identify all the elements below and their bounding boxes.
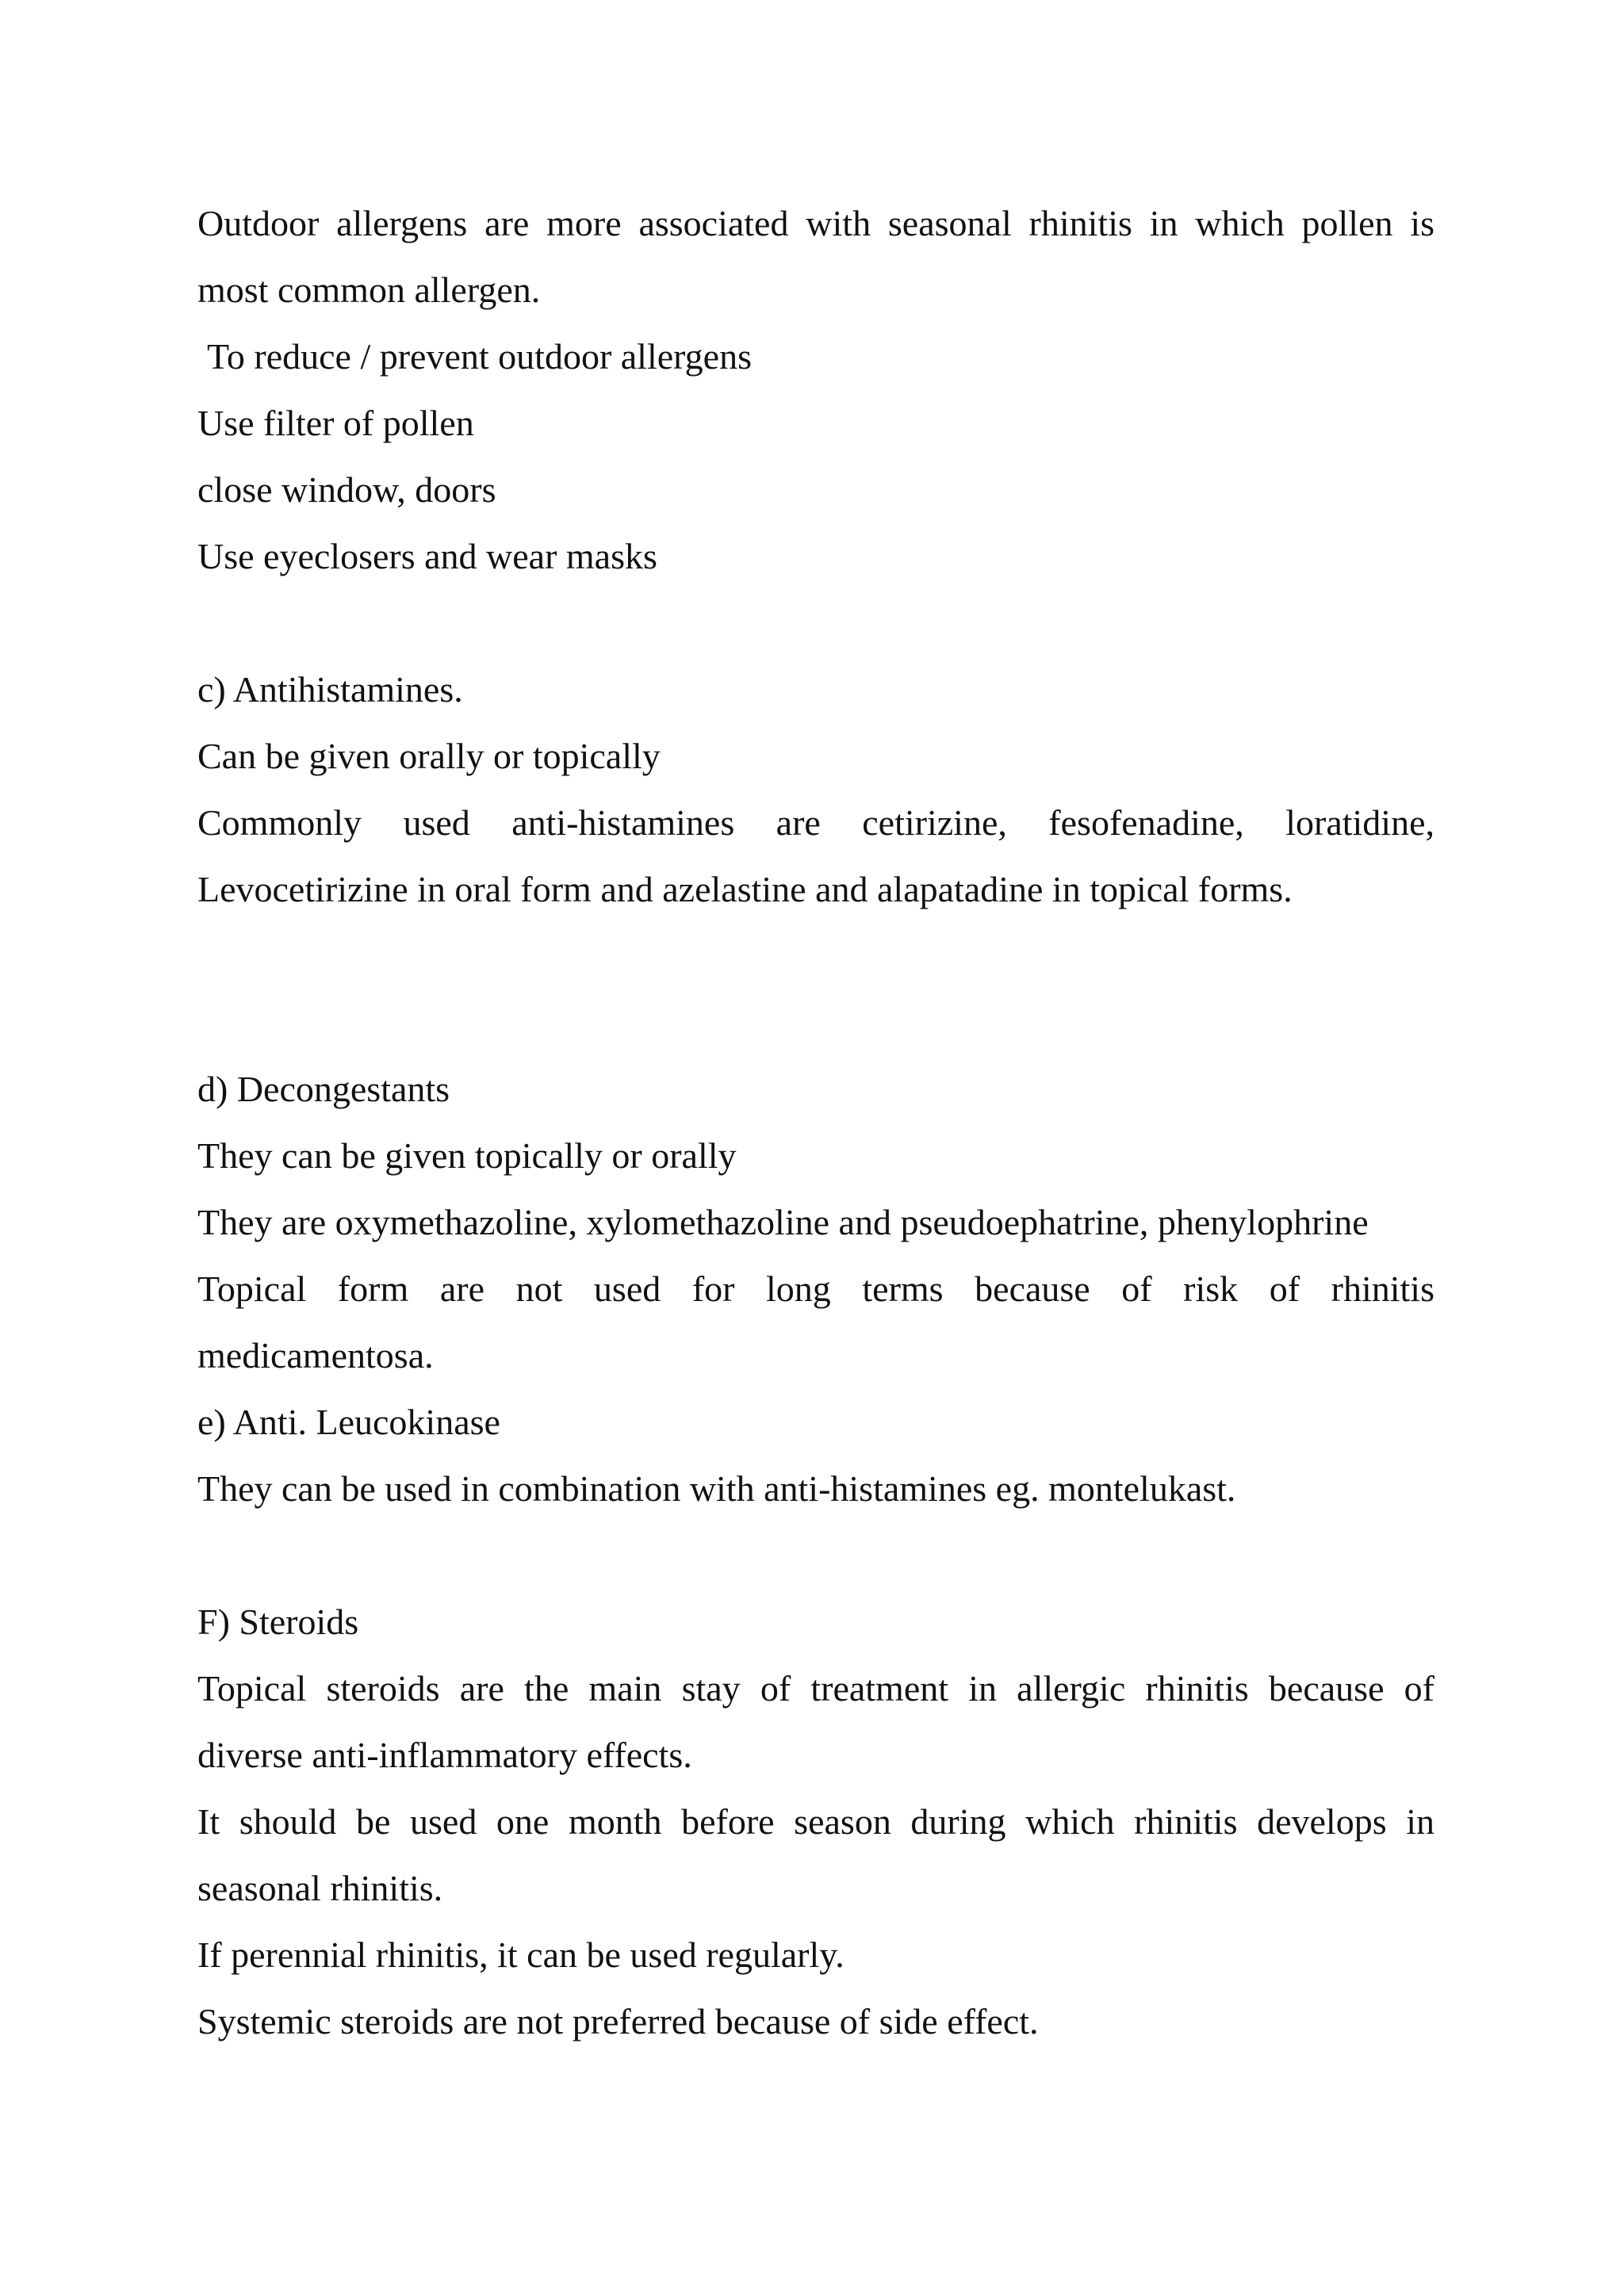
- paragraph-line: Topical form are not used for long terms because of risk of rhinitis: [197, 1269, 1434, 1309]
- paragraph-line: It should be used one month before season during which rhinitis develops in: [197, 1801, 1434, 1842]
- section-heading-antihistamines: c) Antihistamines.: [197, 669, 463, 710]
- section-heading-steroids: F) Steroids: [197, 1601, 359, 1642]
- document-body: [197, 190, 1434, 2055]
- blank-line: [197, 923, 1434, 1056]
- paragraph-line: They can be given topically or orally: [197, 1135, 737, 1176]
- paragraph-line: diverse anti-inflammatory effects.: [197, 1735, 692, 1775]
- list-item: close window, doors: [197, 469, 496, 510]
- paragraph-line: Can be given orally or topically: [197, 736, 661, 776]
- blank-line: [197, 590, 1434, 656]
- paragraph-line: They are oxymethazoline, xylomethazoline and pseudoephatrine, phenylophrine: [197, 1202, 1369, 1242]
- paragraph-line: medicamentosa.: [197, 1335, 434, 1376]
- paragraph-line: Commonly used anti-histamines are cetirizine, fesofenadine, loratidine,: [197, 802, 1434, 843]
- blank-line: [197, 1522, 1434, 1589]
- paragraph-line: To reduce / prevent outdoor allergens: [207, 336, 752, 377]
- paragraph-line: If perennial rhinitis, it can be used regularly.: [197, 1934, 845, 1975]
- section-heading-anti-leucokinase: e) Anti. Leucokinase: [197, 1402, 500, 1442]
- section-heading-decongestants: d) Decongestants: [197, 1069, 450, 1109]
- paragraph-line: seasonal rhinitis.: [197, 1868, 443, 1908]
- paragraph-line: Levocetirizine in oral form and azelastine and alapatadine in topical forms.: [197, 869, 1293, 909]
- list-item: Use eyeclosers and wear masks: [197, 536, 657, 576]
- paragraph-line: They can be used in combination with anti-histamines eg. montelukast.: [197, 1468, 1236, 1509]
- paragraph-line: most common allergen.: [197, 270, 541, 310]
- paragraph-line: Topical steroids are the main stay of treatment in allergic rhinitis because of: [197, 1668, 1434, 1709]
- paragraph-line: Systemic steroids are not preferred because of side effect.: [197, 2001, 1039, 2042]
- list-item: Use filter of pollen: [197, 403, 474, 443]
- paragraph-line: Outdoor allergens are more associated with seasonal rhinitis in which pollen is: [197, 203, 1434, 243]
